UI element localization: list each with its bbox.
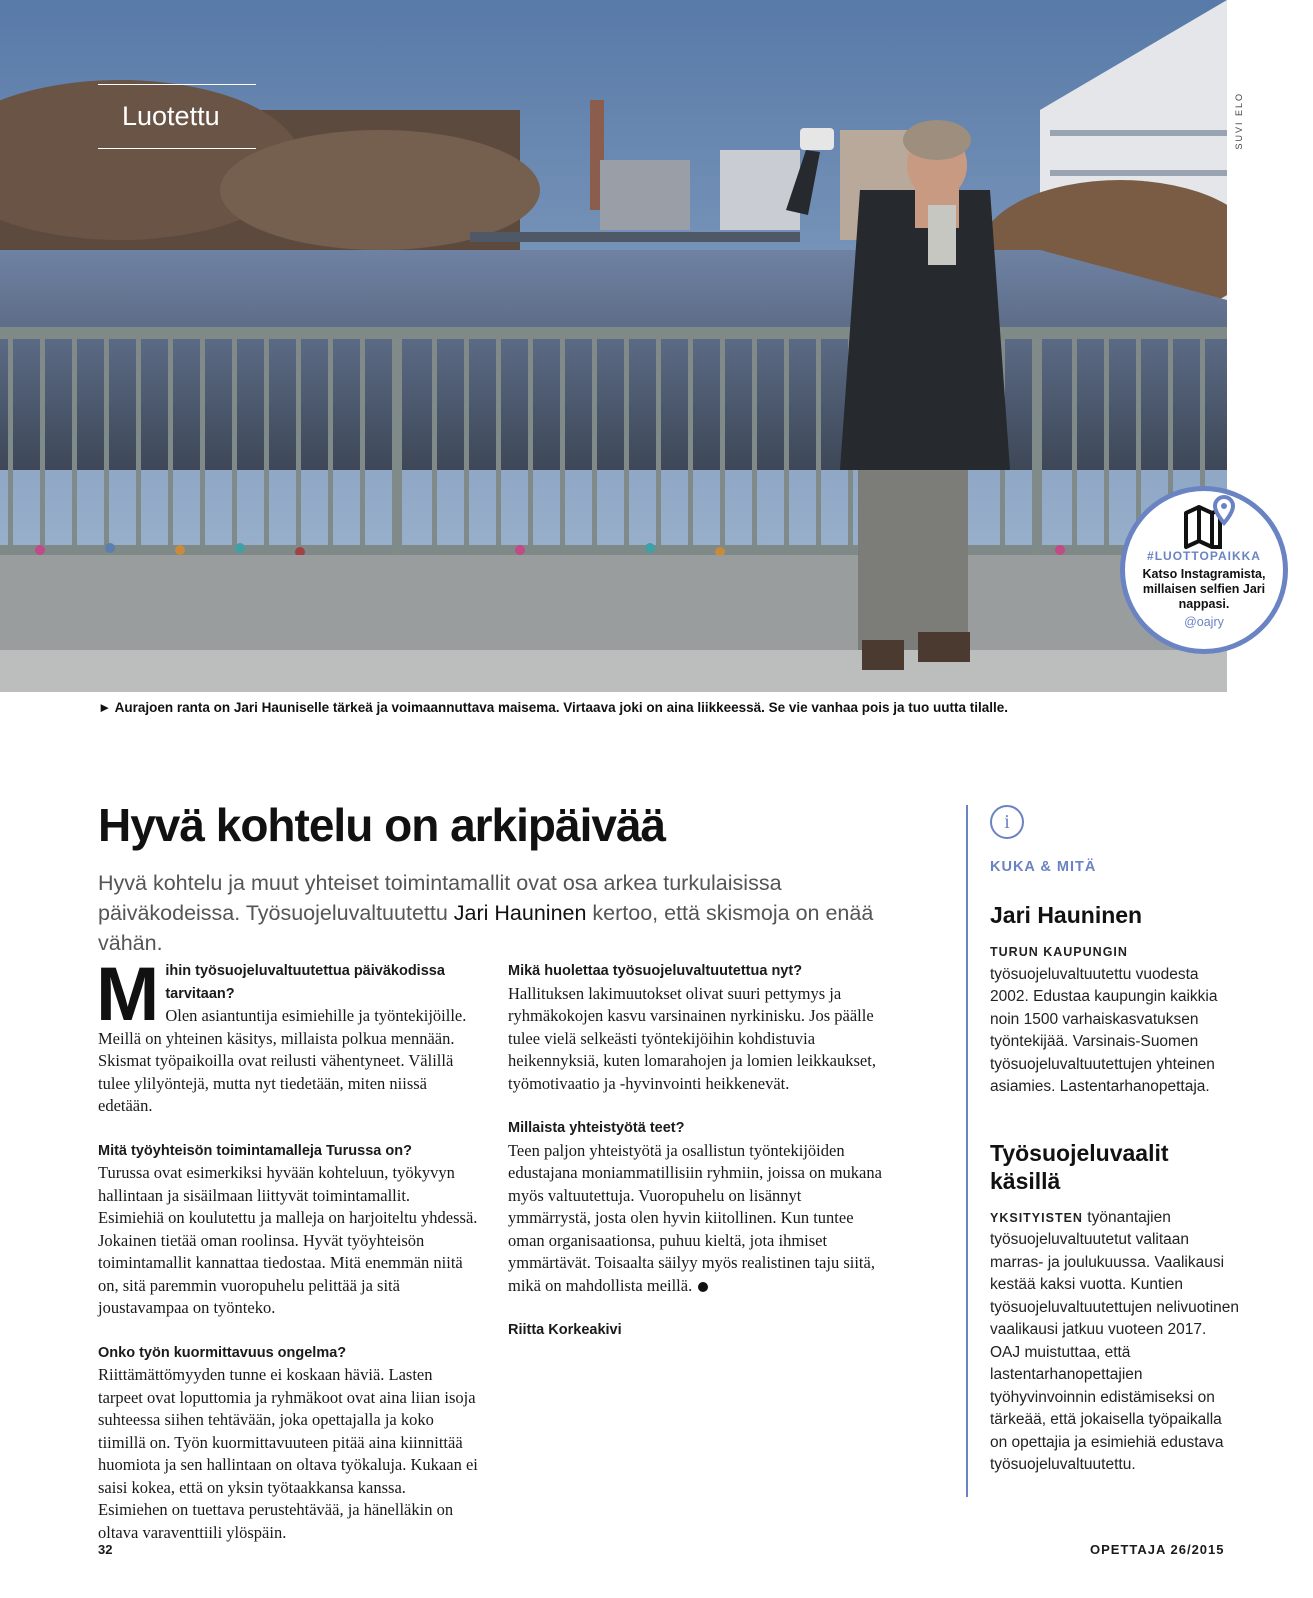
info-icon: i [990, 805, 1024, 839]
photo-caption: ► Aurajoen ranta on Jari Hauniselle tärkeä ja voimaannuttava maisema. Virtaava joki on aina liikkeessä. Se vie vanhaa pois ja tuo uutta tilalle. [98, 700, 1008, 715]
map-pin-icon [1182, 495, 1236, 553]
sidebar-name: Jari Hauninen [990, 902, 1143, 928]
answer-3: Riittämättömyyden tunne ei koskaan häviä. Lasten tarpeet ovat loputtomia ja ryhmäkoot ovat aina liian isoja suhteessa siihen tehtävään, joka opettajalla ja koko tiimillä on. Työn kuormittavuuteen pitää aina kiinnittää huomiota ja sen hallintaan on oltava työkaluja. Kukaan ei saisi kokea, että on yksin työtaakkansa kanssa. Esimiehen on tuettava perustehtävää, ja hänelläkin on oltava varaventtiili ylöspäin. [98, 1365, 478, 1542]
qa-5 [508, 1117, 888, 1297]
sidebar-box [990, 1207, 1240, 1477]
answer-5: Teen paljon yhteistyötä ja osallistun työntekijöiden edustajana moniammatillisiin ryhmiin, joissa on mukana myös valtuutettuja. Vuoropuhelu on lisännyt ymmärrystä, josta olen hyvin kiitollinen. Kun tuntee oman organisaationsa, puhuu kieltä, jota ihmiset ymmärtävät. Toisaalta säilyy myös realistinen taju siitä, mikä on mahdollista meillä. [508, 1140, 882, 1295]
sidebar-bio [990, 941, 1240, 1099]
article-lead [98, 868, 928, 958]
article-author: Riitta Korkeakivi [508, 1322, 622, 1338]
drop-cap: M [96, 952, 160, 1037]
instagram-badge [1120, 486, 1288, 654]
lead-text-end: kertoo, että skismoja on enää vähän. [98, 901, 874, 955]
bio-lead-in: TURUN KAUPUNGIN [990, 945, 1128, 959]
question-4: Mikä huolettaa työsuojeluvaltuutettua nyt? [508, 963, 803, 979]
article-title: Hyvä kohtelu on arkipäivää [98, 799, 666, 851]
badge-text: Katso Instagramista, millaisen selfien Jari nappasi. [1142, 567, 1266, 611]
publication-folio: OPETTAJA 26/2015 [1090, 1542, 1225, 1557]
lead-name: Jari Hauninen [453, 901, 587, 925]
question-3: Onko työn kuormittavuus ongelma? [98, 1344, 347, 1361]
question-2: Mitä työyhteisön toimintamalleja Turussa on? [98, 1142, 412, 1159]
page-number: 32 [98, 1542, 113, 1557]
lead-text: Hyvä kohtelu ja muut yhteiset toimintamallit ovat osa arkea turkulaisissa päiväkodeissa. Työsuojeluvaltuutettu [98, 871, 782, 925]
qa-4 [508, 960, 888, 1095]
question-1: ihin työsuojeluvaltuutettua päiväkodissa tarvitaan? [165, 963, 445, 1002]
sidebar-box-title: Työsuojeluvaalit käsillä [990, 1139, 1169, 1194]
qa-1 [96, 952, 478, 1118]
photo-credit: SUVI ELO [1234, 92, 1244, 150]
answer-1: Olen asiantuntija esimiehille ja työntekijöille. Meillä on yhteinen käsitys, millaista polkua mennään. Skismat työpaikoilla ovat reilusti vähentyneet. Välillä tulee ylilyöntejä, mutta nyt tiedetään, miten niissä edetään. [98, 1006, 467, 1115]
section-label: Luotettu [98, 84, 256, 149]
info-sidebar [990, 805, 1240, 1477]
box-text: työnantajien työsuojeluvaltuutetut valitaan marras- ja joulukuussa. Vaalikausi kestää kaksi vuotta. Kuntien työsuojeluvaltuutettujen nelivuotinen vaalikausi jatkuu vuoteen 2017. OAJ muistuttaa, että lastentarhanopettajien työhyvinvoinnin edistämiseksi on tärkeää, että jokaisella työpaikalla on opettajia ja esimiehiä edustava työsuojeluvaltuutettu. [990, 1208, 1240, 1473]
qa-3 [98, 1342, 478, 1545]
answer-2: Turussa ovat esimerkiksi hyvään kohteluun, työkyvyn hallintaan ja sisäilmaan liittyvät toimintamallit. Esimiehiä on koulutettu ja malleja on harjoiteltu yhdessä. Jokainen tietää oman roolinsa. Hyvät työyhteisön toimintamallit kannattaa tiedostaa. Mitä enemmän niitä on, sitä paremmin vuoropuhelu pelittää ja sitä joustavampaa on työnteko. [98, 1163, 478, 1317]
question-5: Millaista yhteistyötä teet? [508, 1120, 685, 1136]
sidebar-rule [966, 805, 968, 1497]
article-column-2 [508, 960, 888, 1364]
box-lead-in: YKSITYISTEN [990, 1210, 1083, 1225]
answer-4: Hallituksen lakimuutokset olivat suuri pettymys ja ryhmäkokojen kasvu varsinainen nyrkinisku. Jos päälle tulee vielä selkeästi työntekijöihin kohdistuvia heikennyksiä, kuten lomarahojen ja lomien leikkaukset, työmotivaatio ja -hyvinvointi heikkenevät. [508, 983, 876, 1093]
end-mark-icon [698, 1282, 708, 1292]
badge-tag: #LUOTTOPAIKKA [1147, 549, 1261, 563]
bio-text: työsuojeluvaltuutettu vuodesta 2002. Edustaa kaupungin kaikkia noin 1500 varhaiskasvatuksen työntekijää. Varsinais-Suomen työsuojeluvaltuutettujen yhteinen asiamies. Lastentarhanopettaja. [990, 965, 1218, 1095]
sidebar-kicker: KUKA & MITÄ [990, 859, 1097, 875]
article-column-1 [96, 952, 478, 1566]
instagram-handle[interactable]: @oajry [1184, 615, 1224, 629]
qa-2 [98, 1140, 478, 1320]
